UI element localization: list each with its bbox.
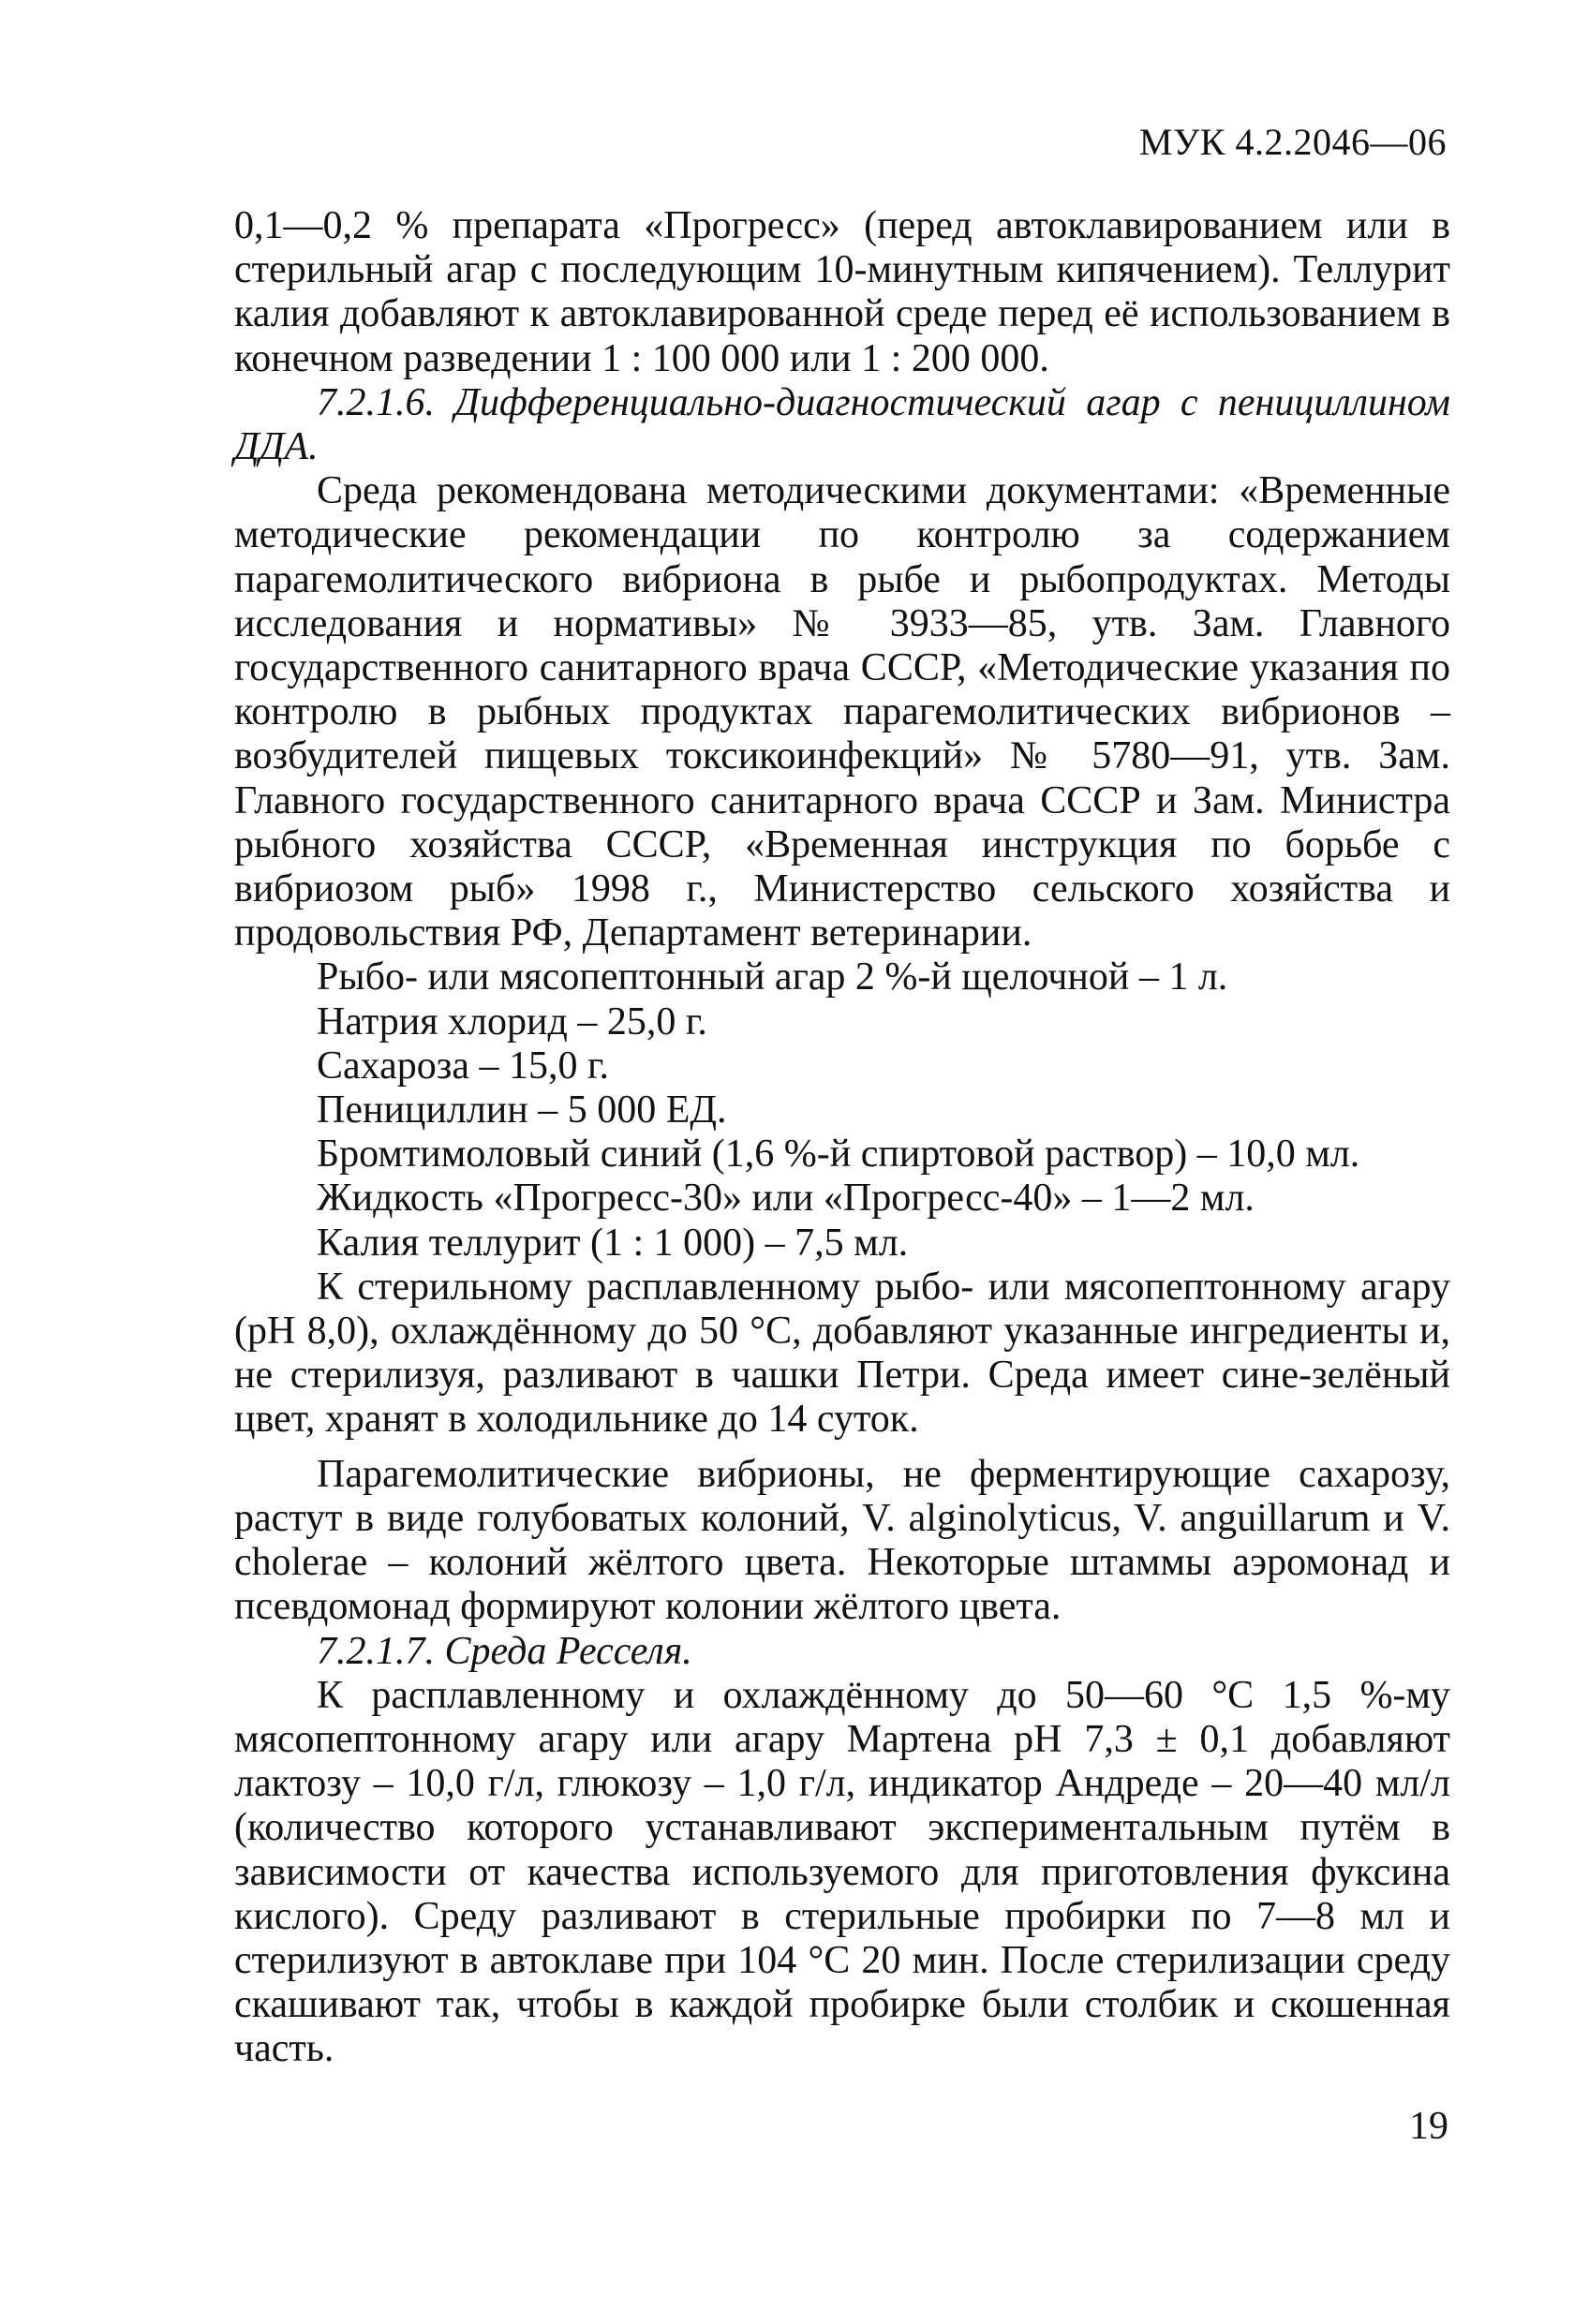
ingredient-item: Натрия хлорид – 25,0 г. bbox=[317, 999, 707, 1044]
paragraph: 0,1—0,2 % препарата «Прогресс» (перед автоклавированием или в стерильный агар с последующим 10-минутным кипячением). Теллурит калия добавляют к автоклавированной среде перед её использованием в конечном разведении 1 : 100 000 или 1 : 200 000. bbox=[234, 204, 1450, 380]
ingredient-item: Калия теллурит (1 : 1 000) – 7,5 мл. bbox=[317, 1221, 909, 1265]
section-heading-7-2-1-7: 7.2.1.7. Среда Ресселя. bbox=[317, 1629, 692, 1673]
ingredient-item: Жидкость «Прогресс-30» или «Прогресс-40» – 1—2 мл. bbox=[317, 1177, 1255, 1221]
section-heading-7-2-1-6: 7.2.1.6. Дифференциально-диагностический агар с пенициллином ДДА. bbox=[234, 380, 1450, 469]
paragraph: Парагемолитические вибрионы, не ферментирующие сахарозу, растут в виде голубоватых колоний, V. alginolyticus, V. anguillarum и V. cholerae – колоний жёлтого цвета. Некоторые штаммы аэромонад и псевдомонад формируют колонии жёлтого цвета. bbox=[234, 1452, 1450, 1629]
document-code-header: МУК 4.2.2046—06 bbox=[1138, 121, 1447, 163]
ingredient-item: Рыбо- или мясопептонный агар 2 %-й щелочной – 1 л. bbox=[317, 955, 1228, 999]
document-body bbox=[234, 204, 1450, 2072]
ingredient-item: Бромтимоловый синий (1,6 %-й спиртовой раствор) – 10,0 мл. bbox=[317, 1132, 1360, 1177]
ingredient-item: Сахароза – 15,0 г. bbox=[317, 1044, 609, 1088]
ingredient-item: Пенициллин – 5 000 ЕД. bbox=[317, 1088, 727, 1132]
paragraph: К стерильному расплавленному рыбо- или мясопептонному агару (рН 8,0), охлаждённому до 50 °С, добавляют указанные ингредиенты и, не стерилизуя, разливают в чашки Петри. Среда имеет сине-зелёный цвет, хранят в холодильнике до 14 суток. bbox=[234, 1265, 1450, 1442]
page-number: 19 bbox=[1409, 2105, 1448, 2148]
paragraph: К расплавленному и охлаждённому до 50—60 °С 1,5 %-му мясопептонному агару или агару Мартена рН 7,3 ± 0,1 добавляют лактозу – 10,0 г/л, глюкозу – 1,0 г/л, индикатор Андреде – 20—40 мл/л (количество которого устанавливают экспериментальным путём в зависимости от качества используемого для приготовления фуксина кислого). Среду разливают в стерильные пробирки по 7—8 мл и стерилизуют в автоклаве при 104 °С 20 мин. После стерилизации среду скашивают так, чтобы в каждой пробирке были столбик и скошенная часть. bbox=[234, 1673, 1450, 2071]
paragraph: Среда рекомендована методическими документами: «Временные методические рекомендации по контролю за содержанием парагемолитического вибриона в рыбе и рыбопродуктах. Методы исследования и нормативы» № 3933—85, утв. Зам. Главного государственного санитарного врача СССР, «Методические указания по контролю в рыбных продуктах парагемолитических вибрионов – возбудителей пищевых токсикоинфекций» № 5780—91, утв. Зам. Главного государственного санитарного врача СССР и Зам. Министра рыбного хозяйства СССР, «Временная инструкция по борьбе с вибриозом рыб» 1998 г., Министерство сельского хозяйства и продовольствия РФ, Департамент ветеринарии. bbox=[234, 469, 1450, 955]
